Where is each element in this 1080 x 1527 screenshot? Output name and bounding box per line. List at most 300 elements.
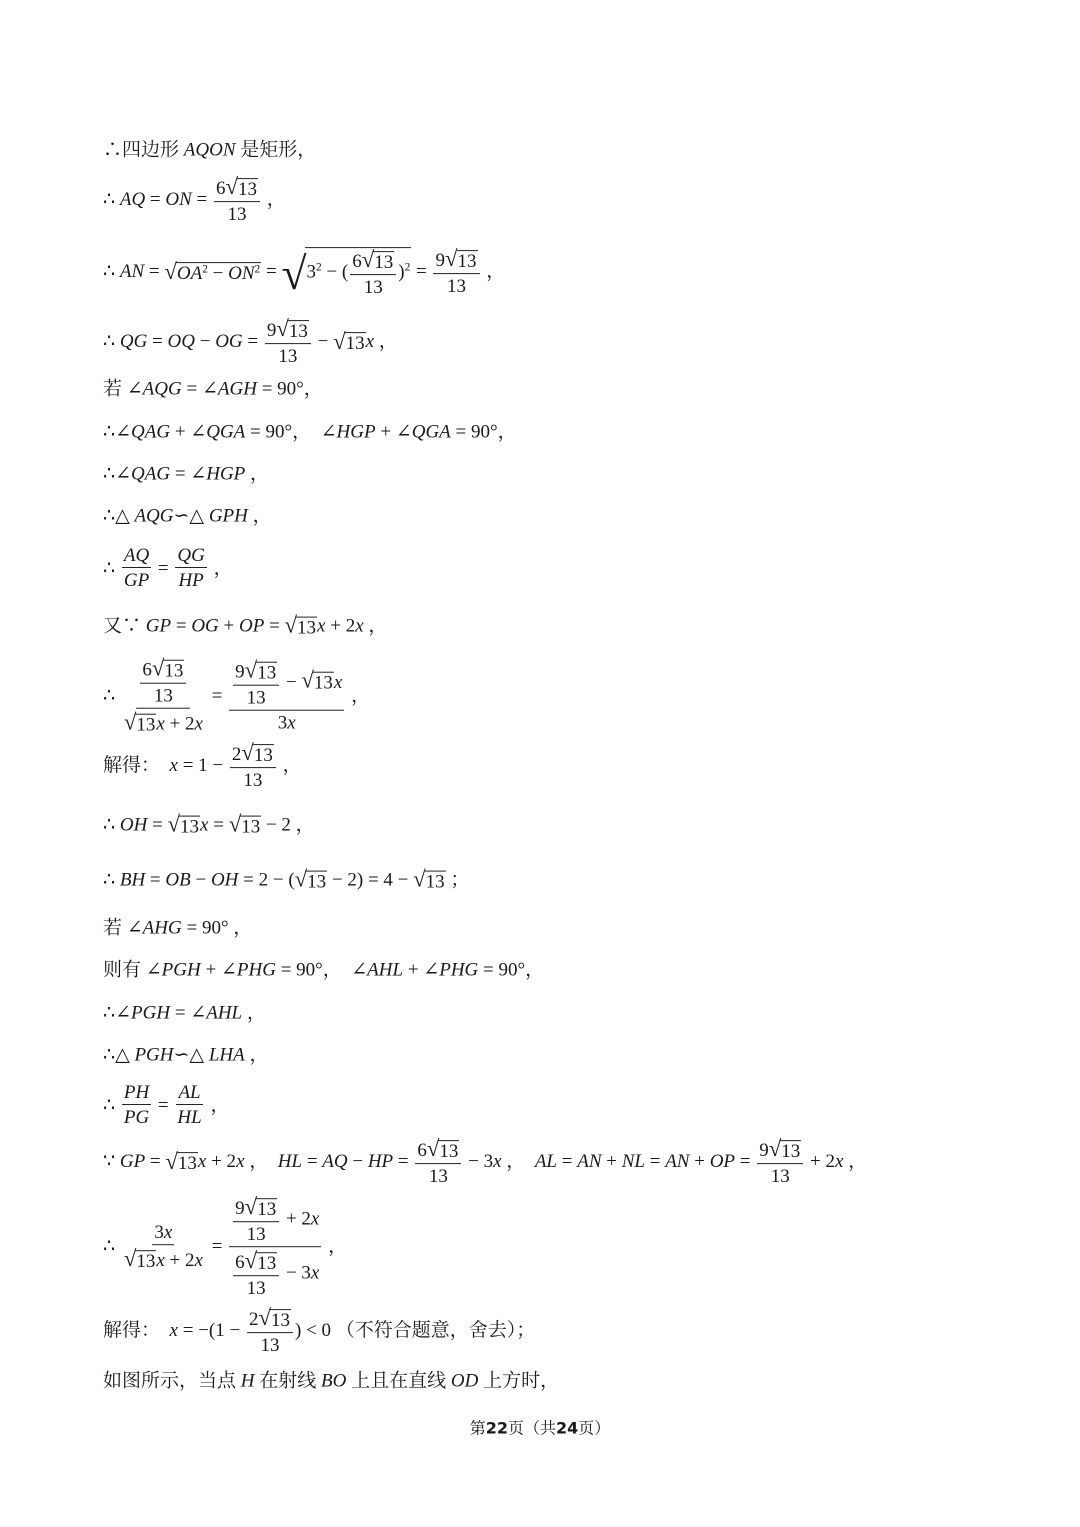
math-text: ； bbox=[445, 869, 470, 891]
math-text: AQ bbox=[119, 189, 146, 211]
math-text: QG bbox=[177, 545, 205, 566]
radicand bbox=[270, 1309, 291, 1330]
sqrt bbox=[301, 667, 334, 694]
math-text: x bbox=[169, 1320, 178, 1342]
math-text: = bbox=[411, 261, 432, 283]
math-line bbox=[103, 1372, 559, 1391]
math-line bbox=[103, 919, 252, 938]
radicand bbox=[179, 815, 200, 836]
radicand bbox=[135, 1250, 156, 1271]
fraction bbox=[415, 1138, 461, 1186]
math-text: = 90° ， bbox=[181, 917, 253, 939]
math-text: − 3 bbox=[281, 1262, 311, 1284]
fraction bbox=[214, 176, 260, 224]
radicand-value: 13 bbox=[241, 816, 261, 838]
fraction bbox=[229, 1196, 321, 1298]
math-text: x bbox=[333, 671, 343, 693]
math-text: OG bbox=[215, 331, 243, 353]
fraction bbox=[122, 1083, 151, 1127]
radicand-value: 13 bbox=[457, 250, 477, 272]
math-text: = bbox=[145, 869, 166, 891]
sqrt bbox=[427, 1138, 460, 1161]
math-line bbox=[103, 318, 398, 366]
math-text: 6 bbox=[235, 1252, 245, 1273]
radicand bbox=[373, 251, 394, 272]
math-text: x bbox=[200, 814, 209, 836]
math-text: = bbox=[171, 615, 192, 637]
math-text: = bbox=[153, 557, 174, 579]
math-text: ， bbox=[208, 557, 233, 579]
footer-total-pages: 24 bbox=[556, 1418, 579, 1438]
math-text: − bbox=[194, 331, 216, 353]
sqrt bbox=[241, 742, 274, 765]
math-text: OP bbox=[238, 615, 265, 637]
math-line bbox=[103, 1046, 268, 1065]
math-text: ∴ bbox=[103, 331, 120, 353]
math-text: ， bbox=[843, 1151, 868, 1173]
math-line bbox=[103, 141, 316, 160]
math-line bbox=[103, 742, 302, 790]
math-text: AHG bbox=[142, 917, 182, 939]
math-line bbox=[103, 961, 544, 980]
math-text: 则有 ∠ bbox=[103, 959, 162, 981]
math-text: 9 bbox=[235, 1198, 245, 1220]
math-text: 13 bbox=[428, 1165, 448, 1187]
radicand bbox=[457, 250, 478, 271]
radicand-value: 13 bbox=[425, 871, 445, 893]
math-text: AGH bbox=[217, 378, 257, 400]
math-text: ∴ bbox=[103, 557, 120, 579]
math-text: AN bbox=[665, 1151, 690, 1173]
math-line bbox=[103, 246, 506, 300]
math-text: PH bbox=[123, 1082, 150, 1103]
denominator bbox=[176, 568, 205, 590]
radical-sign: √ bbox=[294, 866, 308, 892]
math-text: x bbox=[287, 712, 296, 734]
math-text: ∴ bbox=[103, 814, 120, 836]
math-text: AQG bbox=[134, 505, 174, 527]
math-text: x bbox=[236, 1151, 245, 1173]
radical-sign: √ bbox=[301, 667, 314, 693]
radical-sign: √ bbox=[123, 709, 137, 735]
math-text: 2 bbox=[231, 744, 242, 766]
fraction bbox=[122, 546, 151, 590]
sqrt bbox=[445, 248, 478, 271]
fraction bbox=[265, 318, 311, 366]
math-text: ∴△ bbox=[103, 505, 135, 527]
math-text: = bbox=[302, 1151, 323, 1173]
math-text: = 90°， bbox=[450, 421, 517, 443]
math-text: QAG bbox=[131, 421, 171, 443]
math-text: AN bbox=[119, 261, 145, 283]
denominator bbox=[229, 1247, 321, 1298]
math-line bbox=[103, 866, 470, 893]
math-text: = ∠ bbox=[181, 378, 218, 400]
superscript: 2 bbox=[254, 263, 261, 276]
math-text: 3 bbox=[306, 261, 316, 283]
radicand bbox=[256, 1252, 277, 1273]
radical-sign: √ bbox=[426, 1136, 440, 1162]
math-text: ∴ bbox=[103, 189, 120, 211]
math-line bbox=[103, 176, 286, 224]
numerator bbox=[176, 1083, 202, 1105]
math-text: PGH bbox=[161, 959, 201, 981]
radicand-value: 13 bbox=[136, 1250, 156, 1272]
math-text: − bbox=[281, 671, 302, 693]
math-line bbox=[103, 423, 517, 442]
math-text: − bbox=[207, 263, 229, 285]
sqrt bbox=[281, 247, 411, 300]
math-text: 在射线 bbox=[254, 1370, 322, 1392]
radical-sign: √ bbox=[361, 247, 375, 273]
math-text: ∴ bbox=[103, 685, 120, 707]
math-text: OA bbox=[176, 263, 203, 285]
numerator bbox=[415, 1138, 461, 1164]
radicand-value: 13 bbox=[307, 871, 327, 893]
math-text: − 2 ， bbox=[261, 814, 315, 836]
math-text: 9 bbox=[235, 661, 245, 683]
math-text: + bbox=[601, 1151, 622, 1173]
radical-sign: √ bbox=[284, 612, 298, 638]
math-text: GP bbox=[119, 1151, 146, 1173]
math-text: x bbox=[156, 1250, 165, 1272]
radicand bbox=[256, 661, 277, 682]
math-text: HP bbox=[367, 1151, 394, 1173]
math-text: = bbox=[191, 189, 213, 211]
math-text: ∽△ bbox=[173, 505, 209, 527]
math-text: OP bbox=[709, 1151, 736, 1173]
math-line bbox=[103, 655, 371, 736]
math-text: + bbox=[218, 615, 239, 637]
math-text: QG bbox=[119, 331, 148, 353]
math-text: = bbox=[393, 1151, 414, 1173]
footer-suffix: 页） bbox=[578, 1418, 611, 1438]
denominator bbox=[241, 768, 264, 790]
math-text: ， bbox=[262, 189, 286, 211]
radicand-value: 13 bbox=[345, 333, 365, 355]
math-text: = 2 − ( bbox=[238, 869, 295, 891]
math-text: 6 bbox=[417, 1140, 427, 1162]
numerator bbox=[233, 1250, 279, 1276]
fraction bbox=[233, 657, 279, 709]
math-text: QAG bbox=[131, 463, 171, 485]
math-text: GP bbox=[123, 570, 150, 591]
radical-sign: √ bbox=[123, 1246, 137, 1272]
math-text: ， bbox=[245, 463, 270, 485]
math-text: 6 bbox=[352, 251, 362, 273]
radical-sign: √ bbox=[244, 1194, 258, 1220]
math-text: OQ bbox=[167, 331, 195, 353]
numerator bbox=[140, 655, 186, 684]
fraction bbox=[433, 248, 479, 296]
math-text: = bbox=[147, 814, 168, 836]
numerator bbox=[152, 1223, 174, 1245]
denominator bbox=[122, 709, 205, 735]
math-text: = bbox=[208, 814, 229, 836]
math-text: QGA bbox=[206, 421, 246, 443]
math-line bbox=[103, 612, 388, 639]
math-text: − bbox=[347, 1151, 368, 1173]
math-text: + ∠ bbox=[375, 421, 412, 443]
radicand-value: 13 bbox=[177, 1153, 197, 1175]
math-line bbox=[103, 1307, 535, 1355]
math-text: OH bbox=[119, 814, 148, 836]
radical-sign: √ bbox=[768, 1136, 782, 1162]
math-text: x bbox=[317, 615, 326, 637]
math-text: − bbox=[190, 869, 211, 891]
math-text: 6 bbox=[216, 178, 226, 200]
numerator bbox=[175, 546, 206, 568]
sqrt bbox=[333, 328, 366, 355]
math-text: ON bbox=[165, 189, 192, 211]
math-text: ∴∠ bbox=[103, 1002, 132, 1024]
numerator bbox=[265, 318, 311, 344]
math-text: 2 bbox=[248, 1309, 259, 1331]
math-text: x bbox=[355, 615, 364, 637]
radicand bbox=[176, 262, 261, 283]
sqrt bbox=[151, 655, 185, 682]
math-text: HL bbox=[177, 1107, 202, 1128]
radicand-value: 13 bbox=[270, 1309, 290, 1331]
math-text: = 1 − bbox=[177, 755, 228, 777]
numerator bbox=[233, 1196, 279, 1222]
fraction bbox=[350, 249, 396, 297]
fraction bbox=[175, 546, 206, 590]
fraction bbox=[247, 1307, 293, 1355]
math-text: x bbox=[310, 1208, 320, 1230]
fraction bbox=[757, 1138, 803, 1186]
radicand bbox=[296, 616, 317, 637]
math-text: ∵ bbox=[103, 1151, 120, 1173]
radicand-value: 13 bbox=[238, 178, 258, 200]
math-text: 9 bbox=[266, 320, 277, 342]
radical-sign: √ bbox=[281, 248, 307, 300]
radicand-value: 13 bbox=[180, 816, 200, 838]
radical-sign: √ bbox=[413, 866, 426, 892]
denominator bbox=[258, 1333, 281, 1355]
radicand bbox=[425, 870, 446, 891]
radicand bbox=[256, 1198, 277, 1219]
math-text: x bbox=[834, 1151, 844, 1173]
math-text: = bbox=[145, 1151, 166, 1173]
math-line bbox=[103, 1196, 347, 1298]
math-text: = bbox=[264, 615, 285, 637]
numerator bbox=[433, 248, 479, 274]
math-text: PHG bbox=[439, 959, 479, 981]
math-text: ， bbox=[346, 685, 371, 707]
math-text: AQON bbox=[183, 139, 236, 161]
superscript: 2 bbox=[315, 261, 322, 274]
radicand-value: 13 bbox=[781, 1140, 801, 1162]
math-text: 13 bbox=[227, 203, 247, 225]
math-text: ， bbox=[242, 1002, 266, 1024]
math-text: + 2 bbox=[805, 1151, 835, 1173]
fraction bbox=[233, 1196, 279, 1244]
radicand-value: 13 bbox=[288, 320, 308, 342]
sqrt bbox=[228, 811, 262, 838]
math-text: AL bbox=[534, 1151, 557, 1173]
math-text: NL bbox=[621, 1151, 645, 1173]
math-text: = 90°， bbox=[256, 378, 323, 400]
numerator bbox=[247, 1307, 293, 1333]
math-text: 若 ∠ bbox=[103, 378, 143, 400]
math-line bbox=[103, 1004, 266, 1023]
math-text: BH bbox=[119, 869, 146, 891]
radicand bbox=[177, 1152, 198, 1173]
radicand-value: 13 bbox=[257, 1199, 277, 1220]
math-text: ) < 0 （不符合题意，舍去）； bbox=[294, 1320, 536, 1342]
math-text: BO bbox=[321, 1370, 347, 1392]
math-text: x bbox=[310, 1262, 320, 1284]
math-text: 3 bbox=[154, 1222, 164, 1244]
math-text: − bbox=[312, 331, 334, 353]
fraction bbox=[122, 1223, 205, 1271]
math-text: = bbox=[153, 1094, 174, 1116]
radical-sign: √ bbox=[228, 811, 242, 837]
math-text: + ∠ bbox=[170, 421, 207, 443]
numerator bbox=[122, 546, 151, 568]
math-text: ， bbox=[323, 1236, 348, 1258]
math-text: 13 bbox=[246, 687, 266, 709]
fraction bbox=[175, 1083, 203, 1127]
denominator bbox=[362, 275, 385, 297]
math-text: x bbox=[197, 1151, 207, 1173]
math-text: ， bbox=[244, 1044, 269, 1066]
radicand-value: 13 bbox=[257, 662, 277, 684]
math-text: 9 bbox=[435, 250, 445, 272]
math-line bbox=[103, 465, 269, 484]
radical-sign: √ bbox=[244, 657, 258, 683]
radicand-value: 13 bbox=[164, 660, 184, 682]
sqrt bbox=[294, 866, 328, 893]
sqrt bbox=[164, 258, 261, 285]
sqrt bbox=[124, 1248, 157, 1271]
math-text: − 2) = 4 − bbox=[327, 869, 414, 891]
math-text: OG bbox=[191, 615, 219, 637]
sqrt bbox=[226, 176, 259, 199]
numerator bbox=[214, 176, 260, 202]
radicand-value: 13 bbox=[297, 617, 317, 639]
math-text: 13 bbox=[278, 345, 298, 367]
math-text: x bbox=[169, 755, 178, 777]
math-text: x bbox=[163, 1222, 173, 1244]
math-text: + 2 bbox=[325, 615, 356, 637]
denominator bbox=[122, 1245, 205, 1271]
denominator bbox=[122, 1105, 151, 1127]
numerator bbox=[229, 1196, 321, 1247]
radicand-value: 13 bbox=[439, 1140, 459, 1162]
radicand bbox=[135, 713, 156, 734]
math-text: ∴△ bbox=[103, 1044, 135, 1066]
math-text: GP bbox=[145, 615, 172, 637]
math-text: + 2 bbox=[281, 1208, 311, 1230]
superscript: 2 bbox=[202, 263, 208, 276]
numerator bbox=[757, 1138, 803, 1164]
math-text: x bbox=[493, 1151, 502, 1173]
math-text: OD bbox=[450, 1370, 479, 1392]
sqrt bbox=[245, 1250, 278, 1273]
sqrt bbox=[769, 1138, 802, 1161]
math-text: = bbox=[147, 331, 168, 353]
radical-sign: √ bbox=[165, 1148, 178, 1174]
math-text: 若 ∠ bbox=[103, 917, 143, 939]
math-line bbox=[103, 811, 315, 838]
math-text: OH bbox=[210, 869, 239, 891]
superscript: 2 bbox=[404, 261, 411, 274]
math-text: PGH bbox=[131, 1002, 171, 1024]
numerator bbox=[229, 657, 344, 711]
math-text: HP bbox=[178, 570, 204, 591]
numerator bbox=[136, 655, 190, 709]
radical-sign: √ bbox=[164, 258, 177, 284]
sqrt bbox=[245, 1196, 278, 1219]
radical-sign: √ bbox=[241, 740, 254, 766]
math-text: ∴ bbox=[103, 869, 120, 891]
numerator bbox=[233, 657, 279, 686]
radicand-value: 13 bbox=[136, 714, 156, 736]
math-text: ∴∠ bbox=[103, 463, 132, 485]
sqrt bbox=[413, 866, 446, 893]
math-text: ∴ bbox=[103, 1236, 120, 1258]
math-text: x bbox=[194, 1250, 203, 1272]
math-text: 解得： bbox=[103, 755, 170, 777]
sqrt bbox=[165, 1148, 198, 1175]
radicand bbox=[345, 332, 366, 353]
math-text: HGP bbox=[206, 463, 246, 485]
sqrt bbox=[276, 318, 309, 341]
math-text: + 2 bbox=[164, 713, 195, 735]
radical-sign: √ bbox=[225, 174, 239, 200]
math-text: ∴ bbox=[103, 1094, 120, 1116]
math-text: 13 bbox=[260, 1334, 280, 1356]
radicand-value: 13 bbox=[257, 1252, 277, 1274]
radicand bbox=[240, 815, 261, 836]
math-text: = bbox=[735, 1151, 756, 1173]
radicand bbox=[163, 660, 184, 681]
sqrt bbox=[258, 1307, 291, 1330]
math-text: ， bbox=[277, 755, 302, 777]
math-text: 解得： bbox=[103, 1320, 170, 1342]
math-text: QGA bbox=[411, 421, 451, 443]
radical-sign: √ bbox=[444, 246, 458, 272]
math-text: = bbox=[206, 685, 228, 707]
denominator bbox=[245, 685, 268, 707]
radical-sign: √ bbox=[244, 1248, 258, 1273]
denominator bbox=[276, 710, 298, 732]
math-text: PHG bbox=[236, 959, 276, 981]
math-text: + bbox=[689, 1151, 710, 1173]
math-text: = bbox=[144, 261, 165, 283]
math-text: − 3 bbox=[463, 1151, 494, 1173]
math-text: AL bbox=[178, 1082, 201, 1103]
math-text: AQ bbox=[322, 1151, 348, 1173]
page-footer bbox=[0, 1416, 1080, 1439]
math-text: ∴ bbox=[103, 261, 120, 283]
radicand bbox=[313, 672, 334, 693]
math-text: = bbox=[261, 261, 282, 283]
math-text: 13 bbox=[243, 769, 263, 791]
sqrt bbox=[244, 657, 278, 684]
math-text: 上方时， bbox=[478, 1370, 560, 1392]
denominator bbox=[122, 568, 151, 590]
math-text: 上且在直线 bbox=[346, 1370, 451, 1392]
fraction bbox=[140, 655, 186, 707]
footer-prefix: 第 bbox=[469, 1418, 486, 1438]
math-text: 13 bbox=[246, 1224, 266, 1245]
math-text: ， bbox=[374, 331, 398, 353]
radicand bbox=[253, 744, 274, 765]
math-text: 如图所示，当点 bbox=[103, 1370, 241, 1392]
